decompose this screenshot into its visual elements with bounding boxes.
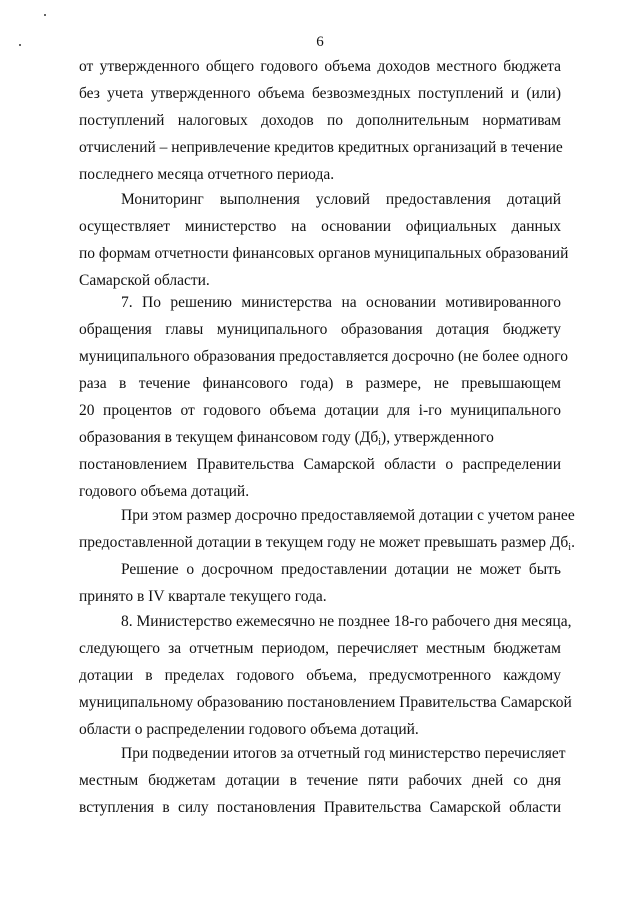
page-number: 6 xyxy=(316,34,324,50)
text-line: Решение о досрочном предоставлении дотации не может быть xyxy=(121,561,561,578)
text-line: отчислений – непривлечение кредитов кредитных организаций в течение xyxy=(79,139,563,156)
text-fragment: образования в текущем финансовом году (Дб xyxy=(79,429,379,446)
text-line: вступления в силу постановления Правительства Самарской области xyxy=(79,799,561,816)
text-line: поступлений налоговых доходов по дополнительным нормативам xyxy=(79,112,561,129)
subscript-index: i xyxy=(568,542,572,553)
text-line: При подведении итогов за отчетный год министерство перечисляет xyxy=(121,745,566,762)
text-line: дотации в пределах годового объема, предусмотренного каждому xyxy=(79,667,561,684)
text-line: Мониторинг выполнения условий предоставления дотаций xyxy=(121,191,561,208)
text-line: области о распределении годового объема дотаций. xyxy=(79,721,419,738)
paragraph-item-7 xyxy=(79,289,568,505)
paragraph-year-end xyxy=(79,740,566,821)
text-line: без учета утвержденного объема безвозмездных поступлений и (или) xyxy=(79,85,561,102)
text-fragment: . xyxy=(571,534,575,551)
text-line: от утвержденного общего годового объема доходов местного бюджета xyxy=(79,58,561,75)
text-line: раза в течение финансового года) в размере, не превышающем xyxy=(79,375,561,392)
paragraph-item-8 xyxy=(79,608,572,743)
text-line: следующего за отчетным периодом, перечисляет местным бюджетам xyxy=(79,640,561,657)
paragraph-quarter-restriction xyxy=(79,556,561,610)
text-line: принято в IV квартале текущего года. xyxy=(79,588,327,605)
text-line: по формам отчетности финансовых органов муниципальных образований xyxy=(79,245,569,262)
text-line: муниципальному образованию постановлением Правительства Самарской xyxy=(79,694,572,711)
paragraph-monitoring xyxy=(79,186,569,294)
text-fragment: предоставленной дотации в текущем году не может превышать размер Дб xyxy=(79,534,569,551)
text-line: муниципального образования предоставляется досрочно (не более одного xyxy=(79,348,568,365)
text-line: 8. Министерство ежемесячно не позднее 18-го рабочего дня месяца, xyxy=(121,613,572,630)
text-line: местным бюджетам дотации в течение пяти рабочих дней со дня xyxy=(79,772,561,789)
scan-speck xyxy=(44,14,46,16)
text-line: постановлением Правительства Самарской области о распределении xyxy=(79,456,561,473)
subscript-index: i xyxy=(378,437,382,448)
paragraph-early-amount xyxy=(79,502,575,556)
text-line: 7. По решению министерства на основании мотивированного xyxy=(121,294,561,311)
text-fragment: ), утвержденного xyxy=(381,429,494,446)
text-line xyxy=(79,529,575,556)
text-line: годового объема дотаций. xyxy=(79,483,250,500)
text-line: последнего месяца отчетного периода. xyxy=(79,166,335,183)
text-line: 20 процентов от годового объема дотации для i-го муниципального xyxy=(79,402,561,419)
text-line xyxy=(79,424,561,451)
text-line: Самарской области. xyxy=(79,272,210,289)
text-line: осуществляет министерство на основании официальных данных xyxy=(79,218,561,235)
text-line: обращения главы муниципального образования дотация бюджету xyxy=(79,321,561,338)
text-line: При этом размер досрочно предоставляемой дотации с учетом ранее xyxy=(121,507,575,524)
paragraph-budget-conditions xyxy=(79,53,561,188)
text-line-head xyxy=(79,424,494,451)
